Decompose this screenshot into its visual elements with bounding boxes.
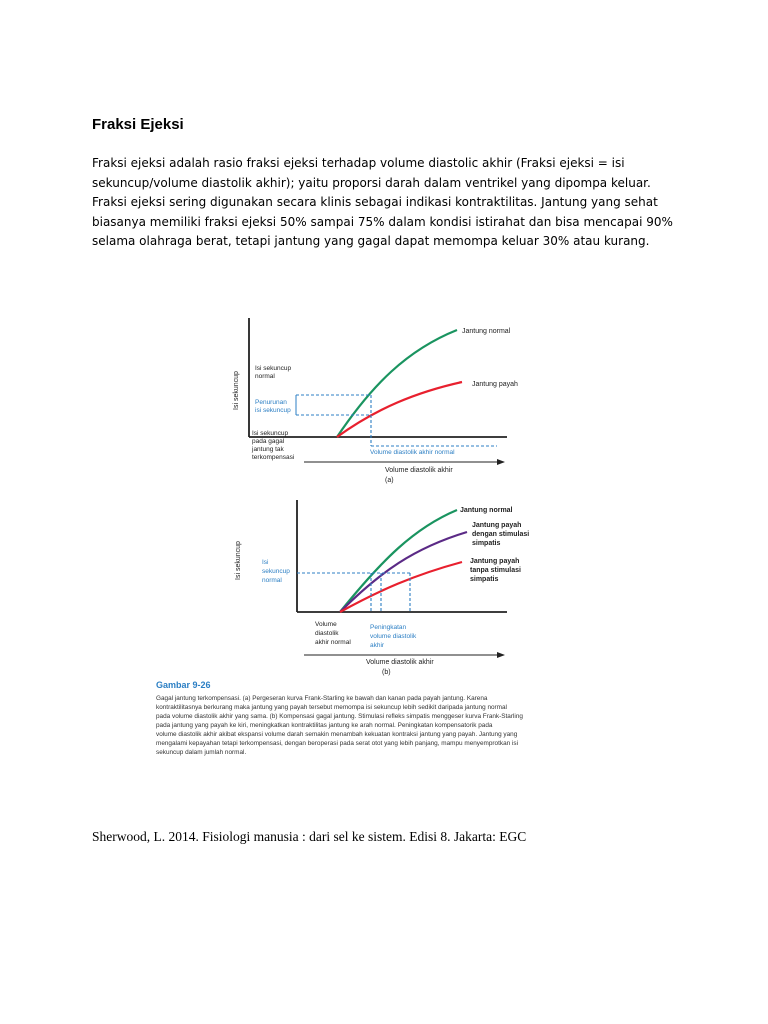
panel-b-curve-failing <box>340 562 462 612</box>
panel-b-curve-failing-label: Jantung payah tanpa stimulasi simpatis <box>470 558 521 583</box>
panel-b-curve-sympathetic-label: Jantung payah dengan stimulasi simpatis <box>472 522 530 547</box>
panel-b <box>235 500 531 676</box>
paragraph-line: Fraksi ejeksi adalah rasio fraksi ejeksi terhadap volume diastolic akhir (Fraksi ejeksi = isi <box>92 156 625 170</box>
frank-starling-figure <box>152 300 617 762</box>
panel-b-label-edv-increase: Peningkatan volume diastolik akhir <box>370 624 417 649</box>
caption-body: Gagal jantung terkompensasi. (a) Pergeseran kurva Frank-Starling ke bawah dan kanan pada payah jantung. Karena kontraktilitasnya berkurang maka jantung yang payah tersebut memompa isi sekuncup lebih sedikit daripada jantung normal pada volume diastolik akhir yang sama. (b) Kompensasi gagal jantung. Stimulasi refleks simpatis menggeser kurva Frank-Starling pada jantung yang payah ke kiri, meningkatkan kontraktilitas jantung ke arah normal. Peningkatan kompensatorik pada volume diastolik akhir akibat ekspansi volume darah semakin menambah kekuatan kontraksi jantung yang payah. Jantung yang mengalami kepayahan tetapi terkompensasi, dengan beroperasi pada serat otot yang lebih panjang, mampu menyemprotkan isi sekuncup dalam jumlah normal. <box>156 695 523 756</box>
panel-b-label-edv-normal: Volume diastolik akhir normal <box>315 621 351 646</box>
panel-a-label-edv-normal: Volume diastolik akhir normal <box>370 449 455 456</box>
panel-a-label-sv-failing: Isi sekuncup pada gagal jantung tak terkompensasi <box>252 430 295 461</box>
panel-a-label-decrease: Penurunan isi sekuncup <box>255 399 291 414</box>
panel-b-label-sv-normal: Isi sekuncup normal <box>262 559 290 584</box>
panel-a-curve-failing-label: Jantung payah <box>472 381 518 388</box>
panel-a <box>233 318 518 484</box>
paragraph-line: Fraksi ejeksi sering digunakan secara klinis sebagai indikasi kontraktilitas. Jantung yang sehat <box>92 195 658 210</box>
figure-svg <box>152 300 617 762</box>
panel-b-label: (b) <box>382 669 391 676</box>
caption-heading: Gambar 9-26 <box>156 680 211 690</box>
panel-a-ylabel: Isi sekuncup <box>233 371 240 410</box>
paragraph-ejection-fraction <box>92 154 682 252</box>
section-title: Fraksi Ejeksi <box>92 116 184 133</box>
panel-b-ylabel: Isi sekuncup <box>235 541 242 580</box>
panel-b-curve-normal-label: Jantung normal <box>460 507 513 514</box>
paragraph-line: biasanya memiliki fraksi ejeksi 50% sampai 75% dalam kondisi istirahat dan bisa mencapai 90% <box>92 214 673 229</box>
panel-a-curve-normal <box>337 330 457 437</box>
citation: Sherwood, L. 2014. Fisiologi manusia : dari sel ke sistem. Edisi 8. Jakarta: EGC <box>92 829 527 844</box>
panel-a-label-sv-normal: Isi sekuncup normal <box>255 365 292 380</box>
paragraph-line: sekuncup/volume diastolik akhir); yaitu proporsi darah dalam ventrikel yang dipompa keluar. <box>92 175 651 190</box>
panel-a-label: (a) <box>385 477 394 484</box>
panel-a-xlabel: Volume diastolik akhir <box>385 467 453 474</box>
paragraph-line: selama olahraga berat, tetapi jantung yang gagal dapat memompa keluar 30% atau kurang. <box>92 234 650 249</box>
panel-b-xlabel: Volume diastolik akhir <box>366 659 434 666</box>
panel-a-curve-normal-label: Jantung normal <box>462 328 511 335</box>
figure-caption <box>156 680 525 756</box>
